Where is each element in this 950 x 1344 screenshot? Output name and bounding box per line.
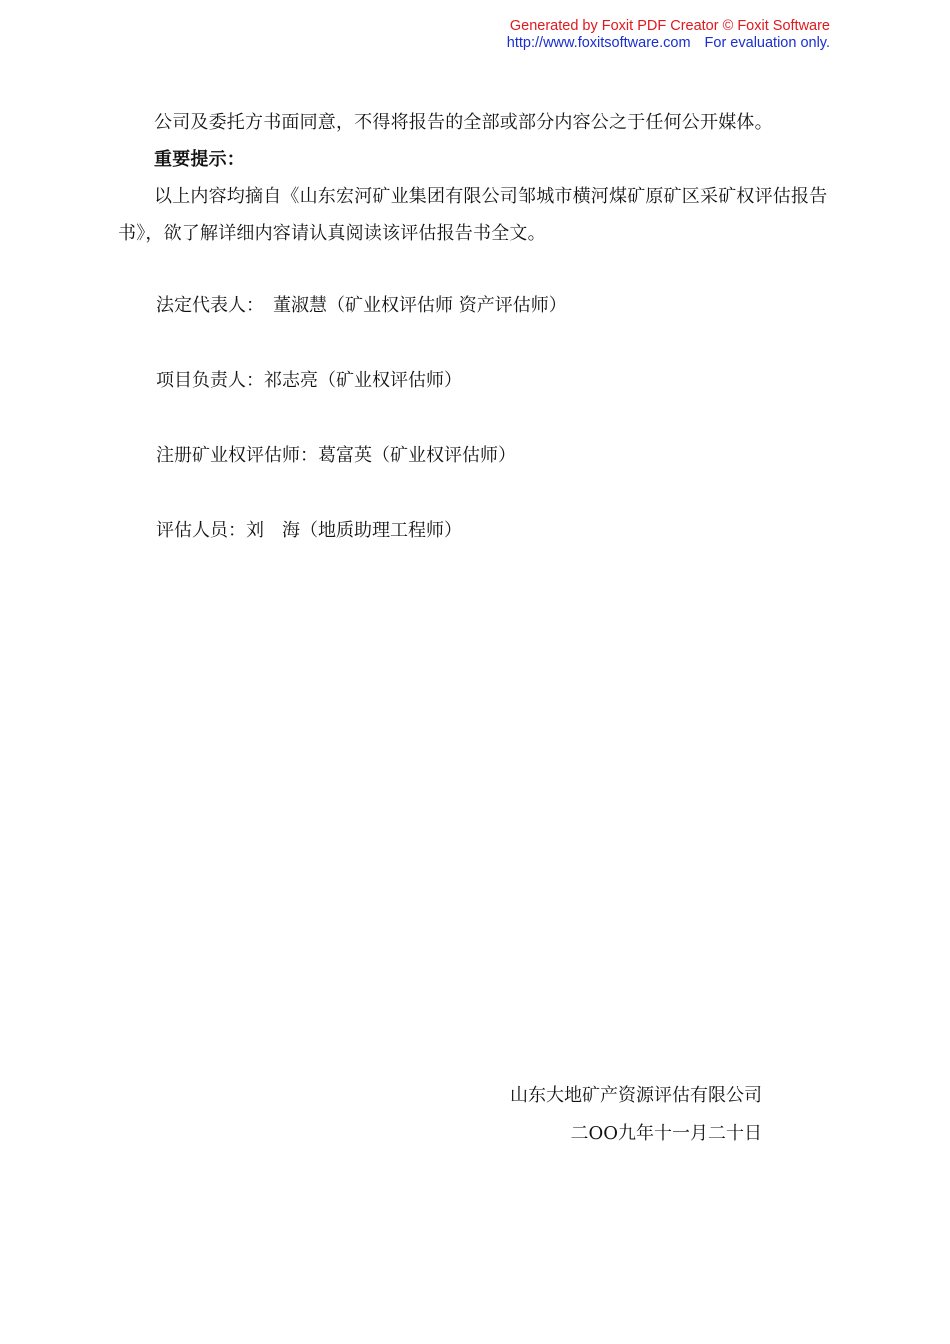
- company-name: 山东大地矿产资源评估有限公司: [510, 1085, 762, 1106]
- watermark-url[interactable]: http://www.foxitsoftware.com: [506, 35, 691, 51]
- foxit-watermark: [507, 18, 830, 52]
- document-date: 二OO九年十一月二十日: [570, 1123, 762, 1144]
- watermark-evaluation-note: For evaluation only.: [704, 35, 830, 51]
- signatory-legal-representative: 法定代表人： 董淑慧（矿业权评估师 资产评估师）: [156, 295, 567, 316]
- watermark-generated-by: Generated by Foxit PDF Creator © Foxit Software: [509, 18, 830, 34]
- watermark-line2: [507, 35, 830, 52]
- important-notice-heading: 重要提示：: [154, 149, 245, 170]
- confidentiality-paragraph: 公司及委托方书面同意，不得将报告的全部或部分内容公之于任何公开媒体。: [154, 112, 773, 133]
- signatory-appraiser: 评估人员：刘 海（地质助理工程师）: [156, 520, 462, 541]
- summary-source-paragraph: 以上内容均摘自《山东宏河矿业集团有限公司邹城市横河煤矿原矿区采矿权评估报告书》，欲了解详细内容请认真阅读该评估报告书全文。: [118, 186, 828, 244]
- document-body: [118, 104, 838, 252]
- signatory-project-lead: 项目负责人：祁志亮（矿业权评估师）: [156, 370, 462, 391]
- signatory-registered-appraiser: 注册矿业权评估师：葛富英（矿业权评估师）: [156, 445, 516, 466]
